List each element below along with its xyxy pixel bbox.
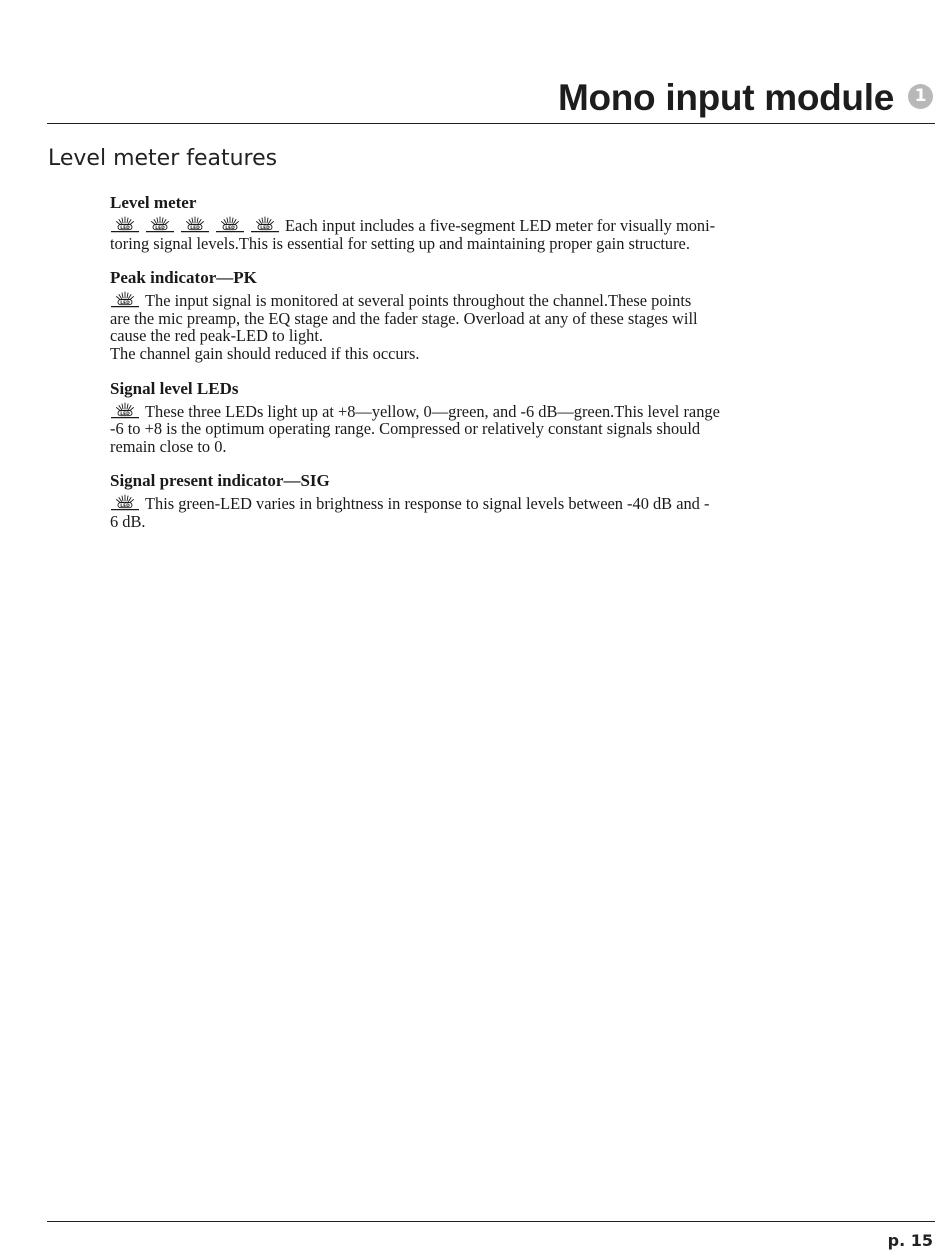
feature-level-meter — [110, 192, 725, 252]
led-icon — [145, 216, 175, 233]
feature-text-line: are the mic preamp, the EQ stage and the fader stage. Overload at any of these stages will — [110, 308, 698, 328]
page-number: p. 15 — [887, 1231, 933, 1250]
led-icon — [215, 216, 245, 233]
led-icon-group — [110, 402, 145, 421]
feature-body — [110, 402, 725, 456]
feature-text-line: The channel gain should reduced if this occurs. — [110, 343, 420, 363]
led-icon-group — [110, 494, 145, 513]
page-title: Mono input module — [557, 77, 894, 118]
feature-body — [110, 216, 725, 252]
feature-heading: Signal present indicator—SIG — [110, 471, 330, 491]
feature-peak-indicator — [110, 267, 725, 362]
led-icon-group — [110, 216, 285, 235]
feature-signal-present — [110, 470, 725, 530]
chapter-badge: 1 — [908, 84, 933, 109]
header-divider — [47, 123, 935, 124]
feature-text-line: This green-LED varies in brightness in response to signal levels between -40 dB and - — [145, 494, 710, 514]
feature-signal-level-leds — [110, 378, 725, 456]
svg-text:LED: LED — [225, 225, 235, 231]
led-icon — [180, 216, 210, 233]
feature-heading: Level meter — [110, 193, 197, 212]
feature-text-line: toring signal levels.This is essential for setting up and maintaining proper gain structure. — [110, 233, 690, 253]
feature-text-line: The input signal is monitored at several points throughout the channel.These points — [145, 291, 692, 311]
feature-text-line: remain close to 0. — [110, 436, 227, 456]
feature-text-line: These three LEDs light up at +8—yellow, 0—green, and -6 dB—green.This level range — [145, 401, 720, 421]
led-icon — [110, 216, 140, 233]
feature-heading: Peak indicator—PK — [110, 268, 257, 288]
feature-text-line: Each input includes a five-segment LED meter for visually moni- — [285, 216, 716, 235]
svg-text:LED: LED — [120, 504, 130, 510]
led-icon — [250, 216, 280, 233]
section-title: Level meter features — [48, 146, 278, 171]
svg-text:LED: LED — [260, 225, 270, 231]
led-icon-group — [110, 291, 145, 310]
feature-text-line: -6 to +8 is the optimum operating range. Compressed or relatively constant signals should — [110, 419, 701, 439]
feature-body — [110, 494, 725, 530]
svg-text:LED: LED — [120, 225, 130, 231]
led-icon — [110, 402, 140, 419]
led-icon — [110, 494, 140, 511]
feature-heading: Signal level LEDs — [110, 378, 239, 398]
feature-text-line: cause the red peak-LED to light. — [110, 326, 323, 346]
svg-text:LED: LED — [190, 225, 200, 231]
feature-body — [110, 291, 725, 362]
svg-text:LED: LED — [155, 225, 165, 231]
feature-list — [110, 192, 725, 546]
footer-divider — [47, 1221, 935, 1222]
feature-text-line: 6 dB. — [110, 511, 146, 531]
led-icon — [110, 291, 140, 308]
svg-text:LED: LED — [120, 300, 130, 306]
svg-text:LED: LED — [120, 411, 130, 417]
